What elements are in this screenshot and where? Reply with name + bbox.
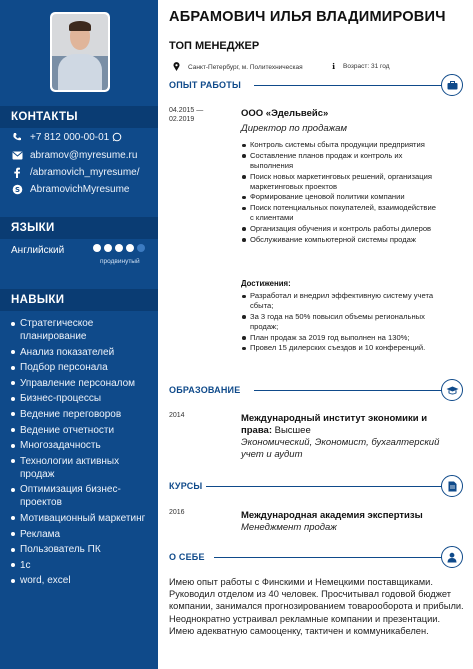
skill-item: Реклама: [11, 528, 155, 541]
education-specialty: Экономический, Экономист, бухгалтерский учет и аудит: [241, 437, 440, 460]
skill-item: Технологии активных продаж: [11, 455, 155, 481]
skill-item: Подбор персонала: [11, 361, 155, 374]
svg-text:S: S: [14, 185, 20, 194]
achievement-item: План продаж за 2019 год выполнен на 130%;: [241, 333, 436, 343]
skill-item: Ведение отчетности: [11, 424, 155, 437]
graduation-cap-icon: [441, 379, 463, 401]
language-rating: [93, 244, 145, 252]
divider: [254, 390, 442, 391]
rating-dot: [93, 244, 101, 252]
contact-facebook[interactable]: [11, 166, 139, 178]
course-institution: Международная академия экспертизы: [241, 510, 423, 521]
about-heading: О СЕБЕ: [169, 552, 205, 562]
contact-email[interactable]: [11, 149, 137, 161]
experience-company: ООО «Эдельвейс»: [241, 108, 329, 119]
experience-dates: 04.2015 — 02.2019: [169, 107, 204, 123]
language-name: Английский: [11, 245, 65, 256]
rating-dot: [104, 244, 112, 252]
skill-item: Оптимизация бизнес-проектов: [11, 483, 155, 509]
contact-phone-text: +7 812 000-00-01: [30, 131, 110, 143]
divider: [254, 85, 442, 86]
age: [332, 62, 390, 71]
education-degree-type: Высшее: [274, 425, 311, 436]
languages-heading: ЯЗЫКИ: [0, 217, 158, 239]
profile-photo: [50, 12, 110, 92]
skill-item: Ведение переговоров: [11, 408, 155, 421]
courses-heading: КУРСЫ: [169, 481, 203, 491]
divider: [214, 557, 442, 558]
skill-item: Управление персоналом: [11, 377, 155, 390]
education-institution: Международный институт экономики и права: Высшее: [241, 413, 428, 436]
achievement-item: Провел 15 дилерских съездов и 10 конференций.: [241, 343, 436, 353]
skills-heading: НАВЫКИ: [0, 289, 158, 311]
duty-item: Поиск новых маркетинговых решений, организация маркетинговых проектов: [241, 172, 436, 192]
duty-item: Организация обучения и контроль работы дилеров: [241, 224, 436, 234]
experience-heading: ОПЫТ РАБОТЫ: [169, 80, 241, 90]
achievement-item: Разработал и внедрил эффективную систему учета сбыта;: [241, 291, 436, 311]
rating-dot: [115, 244, 123, 252]
job-position: ТОП МЕНЕДЖЕР: [169, 40, 260, 52]
duty-item: Контроль системы сбыта продукции предприятия: [241, 140, 436, 150]
location: [173, 62, 303, 73]
skill-item: Анализ показателей: [11, 346, 155, 359]
user-icon: [441, 546, 463, 568]
skill-item: Многозадачность: [11, 439, 155, 452]
duties-list: [241, 140, 436, 246]
age-text: Возраст: 31 год: [343, 63, 390, 70]
about-text: Имею опыт работы с Финскими и Немецкими поставщиками. Руководил отделом из 40 человек. Просчитывал годовой бюджет компании, занимался прогнозированием товарооборота и прибыли. Неоднократно устраивал рекламные компании и презентации. Имею адекватную самооценку, тактичен и коммуникабелен.: [169, 577, 464, 636]
contact-phone[interactable]: [11, 131, 122, 143]
briefcase-icon: [441, 74, 463, 96]
whatsapp-icon: [112, 132, 122, 142]
document-icon: [441, 475, 463, 497]
skill-item: 1c: [11, 559, 155, 572]
rating-dot: [137, 244, 145, 252]
info-icon: ℹ: [332, 62, 336, 71]
achievements-list: [241, 291, 436, 354]
contact-facebook-text: /abramovich_myresume/: [30, 166, 140, 178]
skill-item: Бизнес-процессы: [11, 392, 155, 405]
main-content: [158, 0, 473, 669]
skype-icon: [11, 183, 23, 195]
skill-item: word, excel: [11, 574, 155, 587]
full-name: АБРАМОВИЧ ИЛЬЯ ВЛАДИМИРОВИЧ: [169, 9, 446, 25]
contact-email-text: abramov@myresume.ru: [30, 149, 138, 161]
experience-role: Директор по продажам: [241, 123, 347, 134]
contacts-heading: КОНТАКТЫ: [0, 106, 158, 128]
divider: [206, 486, 442, 487]
skill-item: Мотивационный маркетинг: [11, 512, 155, 525]
location-pin-icon: [173, 62, 180, 73]
rating-dot: [126, 244, 134, 252]
duty-item: Поиск потенциальных покупателей, взаимодействие с клиентами: [241, 203, 436, 223]
contact-skype[interactable]: [11, 183, 129, 195]
location-text: Санкт-Петербург, м. Политехническая: [188, 64, 303, 71]
contact-skype-text: AbramovichMyresume: [30, 183, 130, 195]
mail-icon: [11, 149, 23, 161]
duty-item: Составление планов продаж и контроль их выполнения: [241, 151, 436, 171]
facebook-icon: [11, 166, 23, 178]
phone-icon: [11, 131, 23, 143]
skill-item: Пользователь ПК: [11, 543, 155, 556]
duty-item: Обслуживание компьютерной системы продаж: [241, 235, 436, 245]
achievements-title: Достижения:: [241, 279, 291, 288]
duty-item: Формирование ценовой политики компании: [241, 192, 436, 202]
education-year: 2014: [169, 412, 185, 419]
skills-list: [11, 317, 155, 590]
sidebar: [0, 0, 158, 669]
achievement-item: За 3 года на 50% повысил объемы региональных продаж;: [241, 312, 436, 332]
education-heading: ОБРАЗОВАНИЕ: [169, 385, 241, 395]
skill-item: Стратегическое планирование: [11, 317, 155, 343]
course-name: Менеджмент продаж: [241, 522, 337, 533]
course-year: 2016: [169, 509, 185, 516]
language-level: продвинутый: [100, 258, 140, 265]
